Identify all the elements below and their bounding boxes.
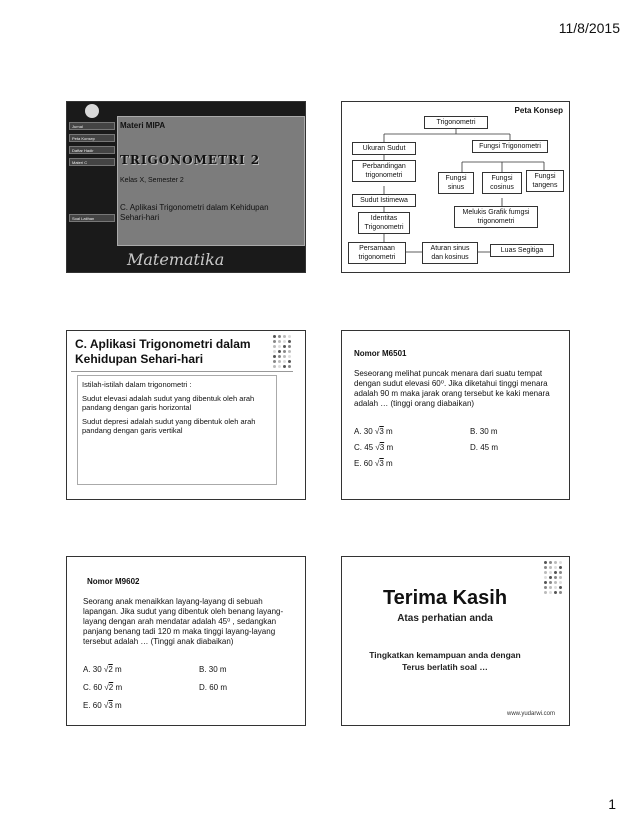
sidebar-item[interactable]: Materi C [69,158,115,166]
node-cosinus: Fungsi cosinus [482,172,522,194]
dot [559,576,562,579]
option-label: A. 30 [354,427,373,436]
sidebar-item[interactable]: Daftar Hadir [69,146,115,154]
slide-5-soal-m9602 [66,556,306,726]
dot [288,360,291,363]
dot [278,340,281,343]
option-b: B. 30 m [199,665,227,674]
node-trigonometri: Trigonometri [424,116,488,129]
unit: m [386,443,394,452]
unit: m [115,683,123,692]
slide-topic: C. Aplikasi Trigonometri dalam Kehidupan Sehari-hari [120,203,269,222]
slide-4-soal-m6501 [341,330,570,500]
dot [283,360,286,363]
option-label: C. 60 [83,683,103,692]
dot [283,355,286,358]
paragraph: Sudut depresi adalah sudut yang dibentuk oleh arah pandang dengan garis vertikal [82,417,256,435]
option-label: A. 30 [83,665,102,674]
node-sinus: Fungsi sinus [438,172,474,194]
question-number: Nomor M9602 [87,577,140,586]
slide-2-concept-map [341,101,570,273]
message-line: Terus berlatih soal … [402,662,488,672]
dot [288,355,291,358]
sidebar-item[interactable]: Peta Konsep [69,134,115,142]
dot [278,335,281,338]
slide-3-aplikasi [66,330,306,500]
option-label: E. 60 [83,701,102,710]
message-line: Tingkatkan kemampuan anda dengan [369,650,521,660]
dot [554,561,557,564]
radicand: 2 [108,665,113,674]
dot [544,561,547,564]
radicand: 2 [108,683,114,692]
unit: m [115,665,122,674]
print-date: 11/8/2015 [558,20,620,36]
dot [288,345,291,348]
dot [559,581,562,584]
radicand: 3 [379,443,385,452]
node-luas-segitiga: Luas Segitiga [490,244,554,257]
option-d: D. 60 m [199,683,228,692]
option-c: C. 60 √2 m [83,683,123,692]
sidebar-item[interactable]: Soal Latihan [69,214,115,222]
dot [278,355,281,358]
radicand: 3 [108,701,113,710]
option-d: D. 45 m [470,443,499,452]
node-identitas: Identitas Trigonometri [358,212,410,234]
node-tangens: Fungsi tangens [526,170,564,192]
paragraph: Istilah-istilah dalam trigonometri : [82,380,192,389]
dot [559,591,562,594]
sidebar-item[interactable]: Jurnal [69,122,115,130]
content-panel [117,116,305,246]
option-label: E. 60 [354,459,373,468]
option-e: E. 60 √3 m [83,701,122,710]
logo-icon [85,104,99,118]
dot [549,586,552,589]
slide-6-closing [341,556,570,726]
dot [278,350,281,353]
slide-1-title [66,101,306,273]
unit: m [386,459,393,468]
sidebar-menu [69,122,115,226]
dot [554,566,557,569]
dot [549,591,552,594]
dot [554,576,557,579]
unit: m [115,701,122,710]
node-ukuran-sudut: Ukuran Sudut [352,142,416,155]
option-c: C. 45 √3 m [354,443,394,452]
option-a: A. 30 √3 m [354,427,393,436]
dot [278,365,281,368]
question-text: Seseorang melihat puncak menara dari suatu tempat dengan sudut elevasi 60⁰. Jika diketahui tinggi menara adalah 90 m maka jarak orang tersebut ke kaki menara adalah … (tinggi orang diabaikan) [354,369,550,408]
slide-title: TRIGONOMETRI 2 [120,153,261,167]
paragraph: Sudut elevasi adalah sudut yang dibentuk oleh arah pandang dengan garis horizontal [82,394,255,412]
dot [544,566,547,569]
dot [554,571,557,574]
dot [288,335,291,338]
dot [559,586,562,589]
dot [288,350,291,353]
dot [288,365,291,368]
dot [544,571,547,574]
option-e: E. 60 √3 m [354,459,393,468]
node-perbandingan: Perbandingan trigonometri [352,160,416,182]
radicand: 3 [379,427,384,436]
dot [554,586,557,589]
dot [544,576,547,579]
option-label: C. 45 [354,443,374,452]
divider [71,371,293,372]
dot [283,365,286,368]
node-sudut-istimewa: Sudut Istimewa [352,194,416,207]
question-text: Seorang anak menaikkan layang-layang di sebuah lapangan. Jika sudut yang dibentuk oleh benang layang-layang dengan arah mendatar adalah 45⁰ , sedangkan panjang benang tadi 120 m maka tinggi layang-layang tersebut adalah … (Tinggi anak diabaikan) [83,597,284,646]
node-grafik: Melukis Grafik fumgsi trigonometri [454,206,538,228]
dot [283,345,286,348]
dot [554,591,557,594]
dot [549,561,552,564]
dot [554,581,557,584]
radicand: 3 [379,459,384,468]
dot [278,345,281,348]
slide-heading: C. Aplikasi Trigonometri dalam Kehidupan Sehari-hari [75,337,251,366]
dot [288,340,291,343]
dot [559,566,562,569]
brand-text: Matematika [127,250,225,269]
closing-subtitle: Atas perhatian anda [397,613,493,624]
dot [549,576,552,579]
node-persamaan: Persamaan trigonometri [348,242,406,264]
closing-message [342,649,548,673]
slide-subtitle: Kelas X, Semester 2 [120,177,184,184]
dot [549,571,552,574]
dot [559,571,562,574]
map-title: Peta Konsep [514,106,563,115]
closing-title: Terima Kasih [382,587,508,609]
dot [559,561,562,564]
node-aturan: Aturan sinus dan kosinus [422,242,478,264]
content-box [77,375,277,485]
slide-label: Materi MIPA [120,121,166,130]
option-b: B. 30 m [470,427,498,436]
dot [283,340,286,343]
dot [283,350,286,353]
question-number: Nomor M6501 [354,349,407,358]
page-number: 1 [608,796,616,812]
website-url[interactable]: www.yudarwi.com [506,711,555,717]
dot [549,566,552,569]
dot [283,335,286,338]
node-fungsi: Fungsi Trigonometri [472,140,548,153]
dot [544,581,547,584]
unit: m [386,427,393,436]
dot [549,581,552,584]
option-a: A. 30 √2 m [83,665,122,674]
dot [278,360,281,363]
